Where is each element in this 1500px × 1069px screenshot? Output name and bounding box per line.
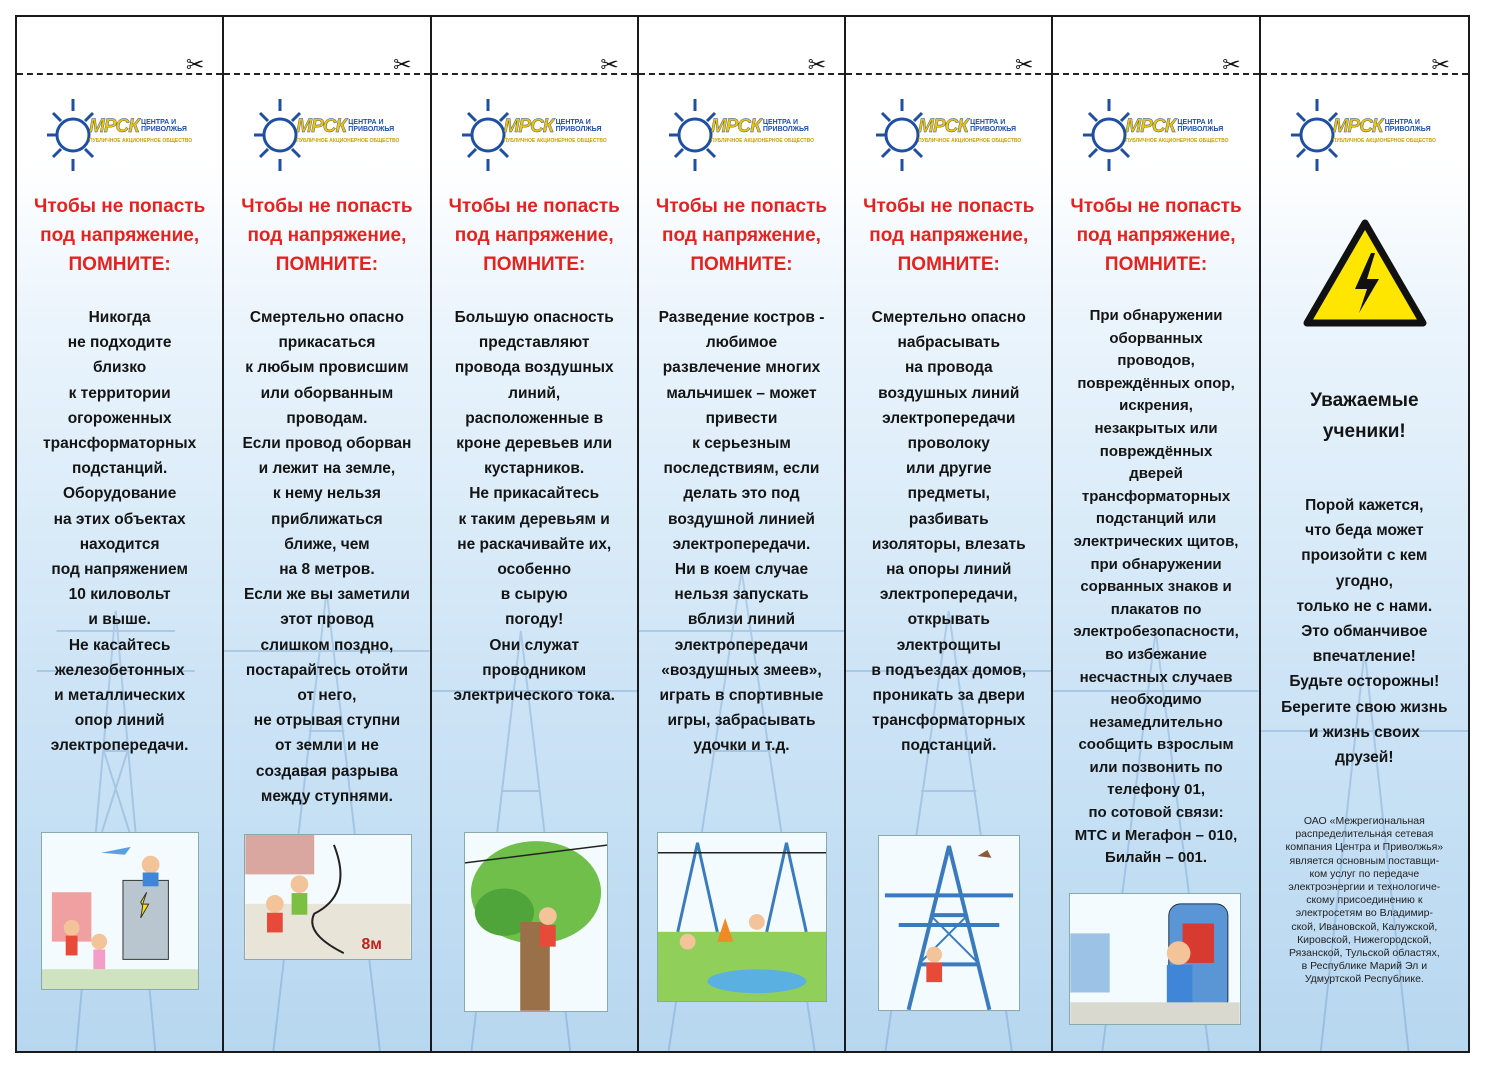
high-voltage-warning-icon (1301, 217, 1429, 329)
heading-line-3: ПОМНИТЕ: (897, 254, 1000, 275)
heading (17, 192, 222, 279)
scissors-icon: ✂ (185, 53, 205, 78)
heading-line-1: Чтобы не попасть (1070, 196, 1242, 217)
logo-brand: МРСК (296, 116, 347, 137)
heading-line-3: ПОМНИТЕ: (690, 254, 793, 275)
mrsk-logo (665, 95, 825, 175)
mrsk-logo (1079, 95, 1239, 175)
safety-text: Никогда не подходите близко к территории огороженных трансформаторных подстанций. Оборудование на этих объектах находится под напряжением 10 киловольт и выше. Не касайтесь железобетонных и металлических опор линий электропередачи. (43, 309, 197, 755)
heading-line-1: Чтобы не попасть (241, 196, 413, 217)
logo-sub-2: ПРИВОЛЖЬЯ (1384, 126, 1431, 134)
bookmark-5 (846, 17, 1053, 1051)
logo-brand: МРСК (1125, 116, 1176, 137)
logo-sub-1: ЦЕНТРА И (762, 119, 799, 126)
heading-line-2: под напряжение, (247, 225, 407, 246)
heading-line-1: Чтобы не попасть (655, 196, 828, 217)
heading (224, 192, 429, 279)
logo-sub-2: ПРИВОЛЖЬЯ (762, 126, 809, 134)
logo-sub-2: ПРИВОЛЖЬЯ (555, 126, 602, 134)
illustration-campfire (657, 832, 827, 1002)
logo-tagline: ПУБЛИЧНОЕ АКЦИОНЕРНОЕ ОБЩЕСТВО (89, 138, 193, 144)
illustration-pylon (878, 835, 1020, 1011)
closing-message: Порой кажется, что беда может произойти с кем угодно, только не с нами. Это обманчивое впечатление! Будьте осторожны! Берегите свою жизнь и жизнь своих друзей! (1281, 497, 1448, 767)
logo-brand: МРСК (1332, 116, 1383, 137)
heading (639, 192, 844, 279)
heading (846, 192, 1051, 279)
safety-text: Смертельно опасно набрасывать на провода воздушных линий электропередачи проволоку или другие предметы, разбивать изоляторы, влезать на опоры линий электропередачи, открывать электрощиты в подъездах домов, проникать за двери трансформаторных подстанций. (871, 309, 1027, 755)
heading-line-2: под напряжение, (1076, 225, 1236, 246)
logo-sub-1: ЦЕНТРА И (141, 119, 177, 126)
logo-sub-1: ЦЕНТРА И (1177, 119, 1213, 126)
heading-line-2: под напряжение, (454, 225, 614, 246)
logo-sub-2: ПРИВОЛЖЬЯ (1177, 126, 1224, 134)
safety-text: При обнаружении оборванных проводов, повреждённых опор, искрения, незакрытых или повреждённых дверей трансформаторных подстанций или электрических щитов, при обнаружении сорванных знаков и плакатов по электробезопасности, во избежание несчастных случаев необходимо незамедлительно сообщить взрослым или позвонить по телефону 01, по сотовой связи: МТС и Мегафон – 010, Билайн – 001. (1073, 307, 1239, 867)
illustration-label-8m: 8м (361, 936, 383, 954)
logo-brand: МРСК (503, 116, 554, 137)
mrsk-logo (43, 95, 203, 175)
heading-line-2: под напряжение, (40, 225, 200, 246)
company-footnote: ОАО «Межрегиональная распределительная сетевая компания Центра и Приволжья» является основным поставщи- ком услуг по передаче электроэнергии и технологиче- скому присоединению к электросетям во Владимир- ской, Ивановской, Калужской, Кировской, Нижегородской, Рязанской, Тульской областях, в Республике Марий Эл и Удмуртской Республике. (1285, 815, 1444, 986)
safety-text: Смертельно опасно прикасаться к любым провисшим или оборванным проводам. Если провод оборван и лежит на земле, к нему нельзя приближаться ближе, чем на 8 метров. Если же вы заметили этот провод слишком поздно, постарайтесь отойти от него, не отрывая ступни от земли и не создавая разрыва между ступнями. (242, 309, 412, 805)
bookmark-3 (432, 17, 639, 1051)
heading-line-3: ПОМНИТЕ: (68, 254, 171, 275)
bookmark-sheet (15, 15, 1470, 1053)
logo-brand: МРСК (89, 116, 139, 137)
scissors-icon: ✂ (807, 53, 827, 78)
safety-text: Разведение костров - любимое развлечение многих мальчишек – может привести к серьезным последствиям, если делать это под воздушной линией электропередачи. Ни в коем случае нельзя запускать вблизи линий электропередачи «воздушных змеев», играть в спортивные игры, забрасывать удочки и т.д. (658, 309, 825, 755)
logo-sub-1: ЦЕНТРА И (348, 119, 384, 126)
heading-line-2: под напряжение, (662, 225, 821, 246)
bookmark-7 (1261, 17, 1468, 1051)
logo-tagline: ПУБЛИЧНОЕ АКЦИОНЕРНОЕ ОБЩЕСТВО (710, 138, 814, 144)
logo-tagline: ПУБЛИЧНОЕ АКЦИОНЕРНОЕ ОБЩЕСТВО (1332, 138, 1436, 144)
heading-line-3: ПОМНИТЕ: (275, 254, 379, 275)
safety-text: Большую опасность представляют провода воздушных линий, расположенные в кроне деревьев или кустарников. Не прикасайтесь к таким деревьям и не раскачивайте их, особенно в сырую погоду! Они служат проводником электрического тока. (453, 309, 615, 705)
mrsk-logo (1287, 95, 1447, 175)
scissors-icon: ✂ (1431, 53, 1450, 78)
logo-sub-1: ЦЕНТРА И (970, 119, 1006, 126)
logo-tagline: ПУБЛИЧНОЕ АКЦИОНЕРНОЕ ОБЩЕСТВО (503, 138, 607, 144)
logo-sub-1: ЦЕНТРА И (555, 119, 591, 126)
bookmark-6 (1053, 17, 1260, 1051)
logo-sub-2: ПРИВОЛЖЬЯ (348, 126, 395, 134)
logo-tagline: ПУБЛИЧНОЕ АКЦИОНЕРНОЕ ОБЩЕСТВО (918, 138, 1022, 144)
scissors-icon: ✂ (600, 53, 619, 78)
scissors-icon: ✂ (1222, 53, 1241, 78)
heading-line-3: ПОМНИТЕ: (1104, 254, 1208, 275)
heading (1053, 192, 1258, 279)
illustration-fallen-wire (244, 834, 412, 960)
greeting: Уважаемые ученики! (1310, 390, 1419, 442)
mrsk-logo (250, 95, 410, 175)
logo-brand: МРСК (710, 116, 761, 137)
heading-line-1: Чтобы не попасть (448, 196, 620, 217)
mrsk-logo (458, 95, 618, 175)
heading-line-3: ПОМНИТЕ: (483, 254, 586, 275)
logo-brand: МРСК (918, 116, 969, 137)
scissors-icon: ✂ (1014, 53, 1034, 78)
heading-line-1: Чтобы не попасть (34, 196, 206, 217)
heading-line-2: под напряжение, (869, 225, 1029, 246)
logo-sub-2: ПРИВОЛЖЬЯ (970, 126, 1017, 134)
illustration-phone-booth (1069, 893, 1241, 1025)
logo-sub-2: ПРИВОЛЖЬЯ (141, 126, 187, 134)
bookmark-1 (17, 17, 224, 1051)
heading (432, 192, 637, 279)
bookmark-4 (639, 17, 846, 1051)
heading-line-1: Чтобы не попасть (863, 196, 1035, 217)
logo-tagline: ПУБЛИЧНОЕ АКЦИОНЕРНОЕ ОБЩЕСТВО (1125, 138, 1229, 144)
logo-tagline: ПУБЛИЧНОЕ АКЦИОНЕРНОЕ ОБЩЕСТВО (296, 138, 400, 144)
bookmark-2 (224, 17, 431, 1051)
mrsk-logo (872, 95, 1032, 175)
illustration-tree (464, 832, 608, 1012)
logo-sub-1: ЦЕНТРА И (1384, 119, 1420, 126)
illustration-transformer (41, 832, 199, 990)
scissors-icon: ✂ (393, 53, 412, 78)
